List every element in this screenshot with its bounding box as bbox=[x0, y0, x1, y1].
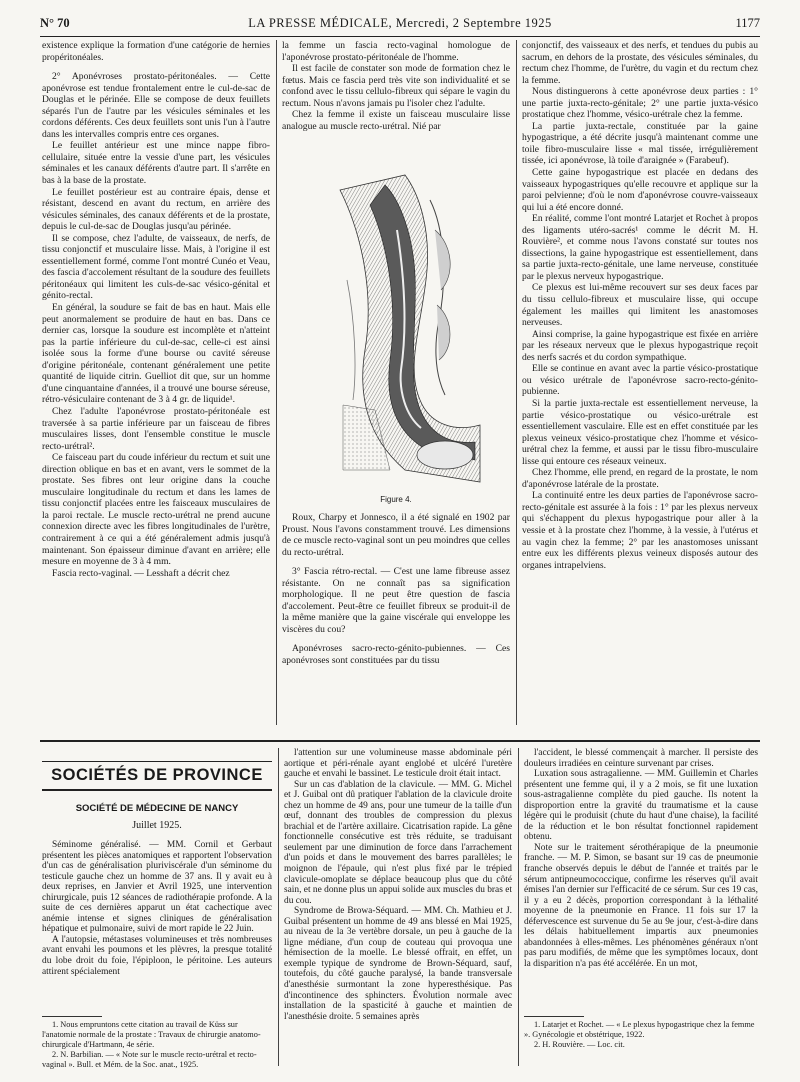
column-2-bottom bbox=[282, 512, 510, 730]
footnotes-right bbox=[524, 1020, 758, 1050]
paragraph: Ce plexus est lui-même recouvert sur ses deux faces par du tissu cellulo-fibreux et musculaire lisse, qui occupe également les mailles qui limitent les anastomoses nerveuses. bbox=[522, 282, 758, 329]
page-number: 1177 bbox=[735, 16, 760, 30]
paragraph: Sur un cas d'ablation de la clavicule. — MM. G. Michel et J. Guibal ont dû pratiquer l'ablation de la clavicule droite chez un homme de 49 ans, pour une tumeur de la taille d'un œuf, donnant des troubles de compression du plexus brachial et de l'artère axillaire. Cicatrisation rapide. La gêne fonctionnelle consécutive est très réduite, se traduisant seulement par une diminution de force dans l'arrachement d'un poids et dans le mouvement des barres parallèles; le moignon de l'épaule, qui n'est plus fixé par le trépied clavicule-omoplate se déplace beaucoup plus que du côté sain, et ne donne plus un appui solide aux muscles du bras et du cou. bbox=[284, 779, 512, 906]
column-3 bbox=[522, 40, 758, 730]
paragraph: Le feuillet antérieur est une mince nappe fibro-cellulaire, située entre la vessie d'une part, les vésicules séminales et les canaux déférents d'autre part. Il s'arrête en bas à la base de la prostate. bbox=[42, 140, 270, 187]
paragraph: Roux, Charpy et Jonnesco, il a été signalé en 1902 par Proust. Nous l'avons constamment trouvé. Les dimensions de ce muscle recto-vaginal sont un peu moindres que celles du recto-urétral. bbox=[282, 512, 510, 558]
session-date: Juillet 1925. bbox=[132, 820, 182, 831]
footnote-rule bbox=[42, 1016, 102, 1017]
header-rule bbox=[40, 36, 760, 37]
footnote: 1. Latarjet et Rochet. — « Le plexus hypogastrique chez la femme ». Gynécologie et obstétrique, 1922. bbox=[524, 1020, 755, 1039]
paragraph: Fascia recto-vaginal. — Lesshaft a décrit chez bbox=[52, 567, 230, 579]
paragraph: Luxation sous astragalienne. — MM. Guillemin et Charles présentent une femme qui, il y a 2 mois, se fit une luxation sous-astragalienne complète du pied gauche. Ils notent la disproportion entre la gravité du traumatisme et la cause légère qui le produisit (chute du haut d'une chaise), la facilité de la réduction et le bon résultat fonctionnel rapidement obtenu. bbox=[524, 769, 758, 843]
paragraph: Le feuillet postérieur est au contraire épais, dense et résistant, descend en avant du rectum, en arrière des vésicules séminales, des canaux déférents et de la prostate, depuis le cul-de-sac de Douglas jusqu'au périnée. bbox=[42, 186, 270, 233]
paragraph: La continuité entre les deux parties de l'aponévrose sacro-recto-génitale est assurée à la fois : 1° par les plexus nerveux qui s'échappent du plexus hypogastrique pour aller à la vessie et à la prostate chez l'homme, à la vessie, à l'utérus et au vagin chez la femme; 2° par les anastomoses unissant entre eux les différents plexus veineux disposés autour des organes intrapelviens. bbox=[522, 490, 758, 571]
paragraph: Il est facile de constater son mode de formation chez le fœtus. Mais ce fascia perd très vite son individualité et se confond avec le tissu cellulo-fibreux qui sépare le vagin du rectum. Nous n'avons jamais pu l'isoler chez l'adulte. bbox=[282, 63, 510, 109]
paragraph: 2° Aponévroses prostato-péritonéales. — Cette aponévrose est tendue frontalement entre le cul-de-sac de Douglas et le périnée. Elle se compose de deux feuillets séparés l'un de l'autre par les vésicules séminales et les cordons déférents. Ces deux feuillets sont unis l'un à l'autre dans les intervalles compris entre ces organes. bbox=[42, 71, 270, 140]
paragraph: Aponévroses sacro-recto-génito-pubiennes. — Ces aponévroses sont constituées par du tissu bbox=[282, 643, 510, 667]
paragraph: Séminome généralisé. — MM. Cornil et Gerbaut présentent les pièces anatomiques et rapportent l'observation d'un cas de généralisation pluriviscérale d'un séminome du testicule gauche chez un homme de 37 ans. Il y avait eu à deux reprises, en Janvier et Avril 1925, une intervention chirurgicale, puis 12 séances de radiothérapie profonde. A la suite de ces dernières apparut un état cachectique avec anémie intense et signes cliniques de généralisation hépatique et pulmonaire, suivi de mort rapide le 22 Juin. bbox=[42, 840, 272, 935]
paragraph: Si la partie juxta-rectale est essentiellement nerveuse, la partie vésico-prostatique ou vésico-urétrale est essentiellement vasculaire. Elle est en effet constituée par les plexus veineux vésico-prostatique chez l'homme et vésico-urétral chez la femme, et aussi par le tissu fibro-musculaire lisse qui entoure ces réseaux veineux. bbox=[522, 397, 758, 467]
paragraph: 3° Fascia rétro-rectal. — C'est une lame fibreuse assez résistante. On ne connaît pas sa signification morphologique. Il ne peut être question de fascia d'accolement. Peut-être ce feuillet fibreux se produit-il de la même manière que la gaine viscérale qui enveloppe les viscères du cou? bbox=[282, 566, 510, 635]
figure-caption: Figure 4. bbox=[380, 495, 412, 504]
page-header bbox=[40, 10, 760, 34]
paragraph: Syndrome de Browa-Séquard. — MM. Ch. Mathieu et J. Guibal présentent un homme de 49 ans blessé en Mai 1925, au niveau de la 3e vertèbre dorsale, un peu à gauche de la ligne médiane, d'un coup de couteau qui provoqua une hémisection de la moelle. Le blessé offrait, en effet, un exemple typique de syndrome de Brown-Séquard, sauf, toutefois, du côté gauche paralysé, la bande transversale d'anesthésie surmontant la zone hyperesthésique. Pas d'incontinence des sphincters. Évolution normale avec installation de la spasticité à gauche et maintien de l'anesthésie droite. 5 semaines après bbox=[284, 906, 512, 1022]
paragraph: Ainsi comprise, la gaine hypogastrique est fixée en arrière par les réseaux nerveux que le plexus hypogastrique reçoit des nerfs sacrés et du cordon sympathique. bbox=[522, 328, 758, 363]
paragraph: conjonctif, des vaisseaux et des nerfs, et tendues du pubis au sacrum, en dehors de la prostate, des vésicules séminales, du rectum chez l'homme, de l'urètre, du vagin et du rectum chez la femme. bbox=[522, 40, 758, 86]
paragraph: la femme un fascia recto-vaginal homologue de l'aponévrose prostato-péritonéale de l'homme. bbox=[282, 40, 510, 63]
paragraph: Cette gaine hypogastrique est placée en dedans des vaisseaux hypogastriques qu'elle recouvre et applique sur la paroi pelvienne; d'où le nom d'aponévrose couvre-vaisseaux qui lui a été encore donné. bbox=[522, 167, 758, 213]
paragraph: En réalité, comme l'ont montré Latarjet et Rochet à propos des ligaments utéro-sacrés¹ comme le décrit M. H. Rouvière², et comme nous l'avons constaté sur toutes nos dissections, la gaine hypogastrique est essentiellement, dans sa partie juxta-recto-génitale, une lame nerveuse, constituée par le plexus nerveux hypogastrique. bbox=[522, 213, 758, 282]
column-divider bbox=[516, 40, 517, 725]
section-rule bbox=[40, 740, 760, 742]
paragraph: La partie juxta-rectale, constituée par la gaine hypogastrique, a été décrite jusqu'à maintenant comme une toile fibro-musculaire lisse « mal tissée, irrégulièrement tissée, ici aponévrose, là toile d'araignée » (Farabeuf). bbox=[522, 120, 758, 167]
paragraph: Chez l'homme, elle prend, en regard de la prostate, le nom d'aponévrose latérale de la prostate. bbox=[522, 467, 758, 490]
paragraph: Chez la femme il existe un faisceau musculaire lisse analogue au muscle recto-urétral. Nié par bbox=[282, 109, 510, 132]
paragraph: En général, la soudure se fait de bas en haut. Mais elle peut anormalement se produire de haut en bas. Dans ce dernier cas, lorsque la soudure est incomplète et n'atteint pas la partie inférieure du cul-de-sac, celle-ci est ainsi isolée sous la forme d'une bourse ou cavité séreuse d'origine péritonéale, contenant généralement une petite quantité de liquide citrin. Guelliot dit que, sur un homme d'une cinquantaine d'années, il a trouvé une bourse séreuse, rétro-vésiculaire contenant de 3 à 4 gr. de liquide¹. bbox=[42, 302, 270, 406]
bottom-column-2 bbox=[284, 748, 512, 1073]
footnote: 2. N. Barbilian. — « Note sur le muscle recto-urétral et recto-vaginal ». Bull. et Mém. de la Soc. anat., 1925. bbox=[42, 1050, 257, 1069]
paragraph: Il se compose, chez l'adulte, de vaisseaux, de nerfs, de tissu conjonctif et musculaire lisse. Mais, à l'origine il est essentiellement formé, comme l'ont montré Cunéo et Veau, des fascia d'accolement résultant de la soudure des feuillets péritonéaux qui limitent les culs-de-sac vésico-génital et génito-rectal. bbox=[42, 232, 270, 302]
column-divider bbox=[518, 748, 519, 1066]
anatomical-figure bbox=[335, 170, 485, 488]
column-2-top bbox=[282, 40, 510, 165]
issue-number: N° 70 bbox=[40, 16, 70, 30]
paragraph: Elle se continue en avant avec la partie vésico-prostatique ou vésico urétrale de l'aponévrose sacro-recto-génito-pubienne. bbox=[522, 363, 758, 398]
footnotes-left bbox=[42, 1020, 272, 1070]
column-1 bbox=[42, 40, 270, 730]
footnote-rule bbox=[524, 1016, 584, 1017]
societies-heading-block bbox=[42, 761, 272, 831]
paragraph: Chez l'adulte l'aponévrose prostato-péritonéale est traversée à sa partie inférieure par un faisceau de fibres musculaires lisses, dont l'ensemble constitue le muscle recto-urétral². bbox=[42, 405, 270, 452]
paragraph: Note sur le traitement sérothérapique de la pneumonie franche. — M. P. Simon, se basant sur 19 cas de pneumonie franche observés depuis le début de l'année et traités par le sérum antipneumococcique, confirme les réserves qu'il avait émises l'an dernier sur l'efficacité de ce sérum. Sur ces 19 cas, il y a eu 2 décès, proportion correspondant à la léthalité moyenne de la pneumonie en France. 11 fois sur 17 la défervescence est survenue du 5e au 9e jour, c'est-à-dire dans les délais habituellement impartis aux pneumonies abandonnées à elles-mêmes. Les phénomènes généraux n'ont pas paru modifiés, de même que les symptômes locaux, dont la disparition n'a pas été accélérée. En un mot, bbox=[524, 842, 758, 969]
footnote: 1. Nous empruntons cette citation au travail de Küss sur l'anatomie normale de la prostate : Travaux de chirurgie anatomo-chirurgicale d'Hartmann, 4e série. bbox=[42, 1020, 261, 1049]
column-divider bbox=[276, 40, 277, 725]
footnote: 2. H. Rouvière. — Loc. cit. bbox=[534, 1040, 625, 1049]
paragraph: l'accident, le blessé commençait à marcher. Il persiste des douleurs irradiées en ceinture survenant par crises. bbox=[524, 748, 758, 769]
bottom-column-1 bbox=[42, 840, 272, 1012]
column-divider bbox=[278, 748, 279, 1066]
society-name: SOCIÉTÉ DE MÉDECINE DE NANCY bbox=[75, 803, 239, 814]
paragraph: Ce faisceau part du coude inférieur du rectum et suit une direction oblique en bas et en avant, vers le sommet de la prostate. Ses fibres ont leur origine dans la couche musculaire longitudinale du rectum et dans les lames de tissu conjonctif placées entre les faisceaux musculaires de la paroi rectale. Le muscle recto-urétral ne prend aucune connexion directe avec les fibres longitudinales de l'urètre, contrairement à ce qui a été généralement admis jusqu'à maintenant. Son épaisseur diminue d'avant en arrière; elle mesure en moyenne de 3 à 4 mm. bbox=[42, 452, 270, 568]
section-title: SOCIÉTÉS DE PROVINCE bbox=[42, 761, 272, 791]
bottom-column-3 bbox=[524, 748, 758, 1010]
paragraph: A l'autopsie, métastases volumineuses et très nombreuses avant envahi les poumons et les plèvres, la presque totalité du lobe droit du foie, l'épiploon, le péritoine. Les auteurs attirent spécialement bbox=[42, 934, 272, 977]
paragraph: Nous distinguerons à cette aponévrose deux parties : 1° une partie juxta-recto-génitale; 2° une partie juxta-vésico prostatique chez l'homme, vésico-urétrale chez la femme. bbox=[522, 86, 758, 121]
paragraph: l'attention sur une volumineuse masse abdominale péri aortique et péri-rénale ayant englobé et ulcéré l'uretère gauche et envahi le bassinet. Le testicule droit était intact. bbox=[284, 748, 512, 780]
journal-title: LA PRESSE MÉDICALE, Mercredi, 2 Septembre 1925 bbox=[248, 16, 552, 30]
paragraph: existence explique la formation d'une catégorie de hernies propéritonéales. bbox=[42, 40, 270, 63]
